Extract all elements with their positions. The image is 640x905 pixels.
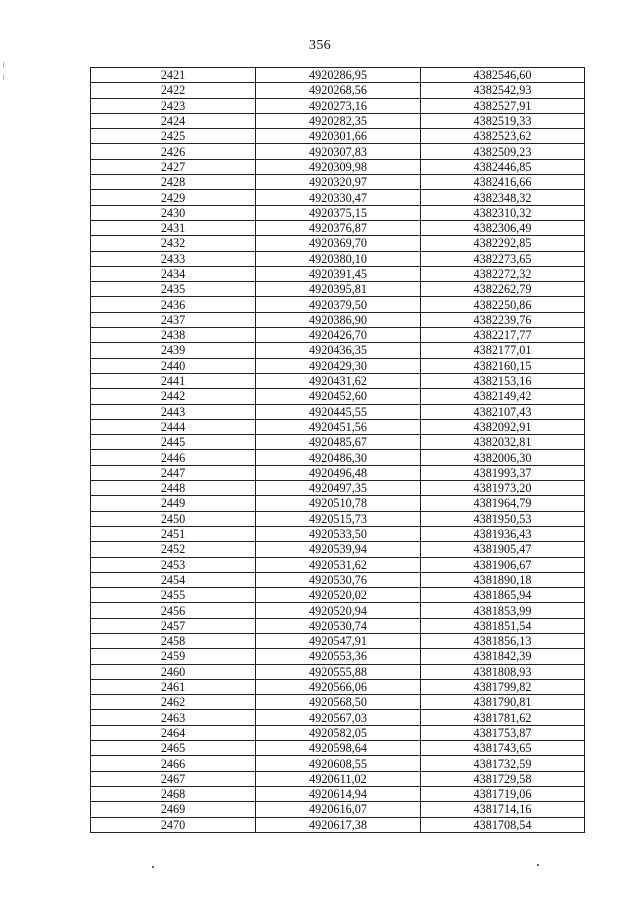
table-row — [91, 664, 585, 679]
coordinate-y-cell: 4382509,23 — [421, 144, 585, 159]
coordinate-y-cell: 4381719,06 — [421, 786, 585, 801]
point-number-cell: 2464 — [91, 725, 256, 740]
coordinate-x-cell: 4920431,62 — [256, 373, 421, 388]
coordinate-y-cell: 4382546,60 — [421, 68, 585, 83]
point-number-cell: 2434 — [91, 266, 256, 281]
coordinate-x-cell: 4920395,81 — [256, 282, 421, 297]
table-row — [91, 373, 585, 388]
table-row — [91, 603, 585, 618]
coordinate-y-cell: 4382416,66 — [421, 175, 585, 190]
table-row — [91, 297, 585, 312]
coordinate-y-cell: 4381708,54 — [421, 817, 585, 832]
coordinate-x-cell: 4920530,76 — [256, 572, 421, 587]
page-number: 356 — [309, 38, 331, 53]
coordinate-x-cell: 4920436,35 — [256, 343, 421, 358]
coordinates-table — [90, 67, 585, 833]
coordinate-x-cell: 4920286,95 — [256, 68, 421, 83]
table-row — [91, 190, 585, 205]
table-row — [91, 710, 585, 725]
point-number-cell: 2444 — [91, 419, 256, 434]
coordinate-x-cell: 4920320,97 — [256, 175, 421, 190]
table-row — [91, 633, 585, 648]
point-number-cell: 2435 — [91, 282, 256, 297]
coordinate-x-cell: 4920307,83 — [256, 144, 421, 159]
coordinate-y-cell: 4382239,76 — [421, 312, 585, 327]
table-row — [91, 435, 585, 450]
table-row — [91, 358, 585, 373]
coordinate-y-cell: 4381890,18 — [421, 572, 585, 587]
coordinate-y-cell: 4381790,81 — [421, 695, 585, 710]
coordinate-x-cell: 4920611,02 — [256, 771, 421, 786]
coordinate-y-cell: 4381732,59 — [421, 756, 585, 771]
coordinate-y-cell: 4382446,85 — [421, 159, 585, 174]
coordinate-x-cell: 4920426,70 — [256, 328, 421, 343]
point-number-cell: 2421 — [91, 68, 256, 83]
coordinate-y-cell: 4382149,42 — [421, 389, 585, 404]
coordinate-x-cell: 4920445,55 — [256, 404, 421, 419]
table-row — [91, 542, 585, 557]
coordinate-y-cell: 4382348,32 — [421, 190, 585, 205]
table-row — [91, 786, 585, 801]
coordinate-y-cell: 4382107,43 — [421, 404, 585, 419]
coordinate-y-cell: 4382306,49 — [421, 220, 585, 235]
coordinate-x-cell: 4920486,30 — [256, 450, 421, 465]
point-number-cell: 2425 — [91, 129, 256, 144]
coordinate-x-cell: 4920429,30 — [256, 358, 421, 373]
table-row — [91, 419, 585, 434]
table-row — [91, 404, 585, 419]
table-row — [91, 618, 585, 633]
point-number-cell: 2468 — [91, 786, 256, 801]
coordinate-y-cell: 4382310,32 — [421, 205, 585, 220]
coordinate-y-cell: 4382292,85 — [421, 236, 585, 251]
table-row — [91, 113, 585, 128]
table-row — [91, 496, 585, 511]
point-number-cell: 2422 — [91, 83, 256, 98]
point-number-cell: 2438 — [91, 328, 256, 343]
coordinate-x-cell: 4920452,60 — [256, 389, 421, 404]
coordinate-x-cell: 4920598,64 — [256, 741, 421, 756]
coordinate-y-cell: 4382523,62 — [421, 129, 585, 144]
point-number-cell: 2445 — [91, 435, 256, 450]
coordinate-y-cell: 4381851,54 — [421, 618, 585, 633]
coordinate-y-cell: 4381865,94 — [421, 588, 585, 603]
coordinate-y-cell: 4381853,99 — [421, 603, 585, 618]
point-number-cell: 2443 — [91, 404, 256, 419]
coordinate-x-cell: 4920391,45 — [256, 266, 421, 281]
coordinate-x-cell: 4920485,67 — [256, 435, 421, 450]
table-row — [91, 389, 585, 404]
coordinate-y-cell: 4382006,30 — [421, 450, 585, 465]
coordinate-y-cell: 4381714,16 — [421, 802, 585, 817]
table-row — [91, 266, 585, 281]
coordinate-x-cell: 4920533,50 — [256, 526, 421, 541]
point-number-cell: 2428 — [91, 175, 256, 190]
point-number-cell: 2442 — [91, 389, 256, 404]
coordinate-x-cell: 4920614,94 — [256, 786, 421, 801]
coordinates-table-body — [91, 68, 585, 833]
point-number-cell: 2460 — [91, 664, 256, 679]
coordinate-x-cell: 4920375,15 — [256, 205, 421, 220]
coordinate-y-cell: 4381973,20 — [421, 481, 585, 496]
coordinate-x-cell: 4920567,03 — [256, 710, 421, 725]
point-number-cell: 2455 — [91, 588, 256, 603]
table-row — [91, 98, 585, 113]
coordinate-y-cell: 4382092,91 — [421, 419, 585, 434]
point-number-cell: 2466 — [91, 756, 256, 771]
scan-speck — [537, 864, 539, 866]
point-number-cell: 2431 — [91, 220, 256, 235]
point-number-cell: 2429 — [91, 190, 256, 205]
table-row — [91, 572, 585, 587]
coordinate-y-cell: 4381781,62 — [421, 710, 585, 725]
point-number-cell: 2452 — [91, 542, 256, 557]
table-row — [91, 236, 585, 251]
point-number-cell: 2467 — [91, 771, 256, 786]
coordinate-x-cell: 4920547,91 — [256, 633, 421, 648]
point-number-cell: 2430 — [91, 205, 256, 220]
table-row — [91, 159, 585, 174]
table-row — [91, 649, 585, 664]
point-number-cell: 2440 — [91, 358, 256, 373]
table-row — [91, 741, 585, 756]
coordinate-y-cell: 4381964,79 — [421, 496, 585, 511]
scan-speck — [152, 866, 154, 868]
table-row — [91, 68, 585, 83]
coordinate-x-cell: 4920566,06 — [256, 679, 421, 694]
point-number-cell: 2456 — [91, 603, 256, 618]
coordinate-x-cell: 4920608,55 — [256, 756, 421, 771]
coordinate-y-cell: 4381905,47 — [421, 542, 585, 557]
coordinate-x-cell: 4920539,94 — [256, 542, 421, 557]
coordinate-x-cell: 4920301,66 — [256, 129, 421, 144]
point-number-cell: 2459 — [91, 649, 256, 664]
point-number-cell: 2453 — [91, 557, 256, 572]
coordinate-x-cell: 4920309,98 — [256, 159, 421, 174]
point-number-cell: 2439 — [91, 343, 256, 358]
coordinate-x-cell: 4920451,56 — [256, 419, 421, 434]
coordinate-x-cell: 4920616,07 — [256, 802, 421, 817]
table-row — [91, 175, 585, 190]
coordinate-y-cell: 4381856,13 — [421, 633, 585, 648]
table-row — [91, 725, 585, 740]
coordinate-x-cell: 4920496,48 — [256, 465, 421, 480]
coordinate-y-cell: 4381936,43 — [421, 526, 585, 541]
coordinate-y-cell: 4381753,87 — [421, 725, 585, 740]
point-number-cell: 2458 — [91, 633, 256, 648]
coordinate-y-cell: 4382032,81 — [421, 435, 585, 450]
table-row — [91, 220, 585, 235]
coordinate-y-cell: 4381743,65 — [421, 741, 585, 756]
coordinate-x-cell: 4920555,88 — [256, 664, 421, 679]
point-number-cell: 2450 — [91, 511, 256, 526]
table-row — [91, 328, 585, 343]
point-number-cell: 2448 — [91, 481, 256, 496]
coordinate-y-cell: 4382542,93 — [421, 83, 585, 98]
coordinate-y-cell: 4382273,65 — [421, 251, 585, 266]
point-number-cell: 2451 — [91, 526, 256, 541]
point-number-cell: 2469 — [91, 802, 256, 817]
table-row — [91, 679, 585, 694]
coordinate-x-cell: 4920553,36 — [256, 649, 421, 664]
point-number-cell: 2461 — [91, 679, 256, 694]
coordinate-x-cell: 4920617,38 — [256, 817, 421, 832]
coordinate-y-cell: 4382217,77 — [421, 328, 585, 343]
table-row — [91, 771, 585, 786]
coordinate-x-cell: 4920497,35 — [256, 481, 421, 496]
coordinate-y-cell: 4382153,16 — [421, 373, 585, 388]
point-number-cell: 2437 — [91, 312, 256, 327]
point-number-cell: 2446 — [91, 450, 256, 465]
coordinate-y-cell: 4381729,58 — [421, 771, 585, 786]
coordinate-y-cell: 4382519,33 — [421, 113, 585, 128]
point-number-cell: 2470 — [91, 817, 256, 832]
coordinate-x-cell: 4920330,47 — [256, 190, 421, 205]
coordinate-y-cell: 4382527,91 — [421, 98, 585, 113]
table-row — [91, 756, 585, 771]
table-row — [91, 251, 585, 266]
point-number-cell: 2463 — [91, 710, 256, 725]
coordinate-x-cell: 4920530,74 — [256, 618, 421, 633]
coordinate-x-cell: 4920369,70 — [256, 236, 421, 251]
coordinate-x-cell: 4920380,10 — [256, 251, 421, 266]
coordinate-y-cell: 4381906,67 — [421, 557, 585, 572]
coordinate-y-cell: 4382250,86 — [421, 297, 585, 312]
coordinate-x-cell: 4920282,35 — [256, 113, 421, 128]
point-number-cell: 2465 — [91, 741, 256, 756]
table-row — [91, 205, 585, 220]
coordinate-x-cell: 4920273,16 — [256, 98, 421, 113]
point-number-cell: 2449 — [91, 496, 256, 511]
coordinate-x-cell: 4920268,56 — [256, 83, 421, 98]
coordinate-x-cell: 4920520,94 — [256, 603, 421, 618]
table-row — [91, 695, 585, 710]
point-number-cell: 2457 — [91, 618, 256, 633]
point-number-cell: 2433 — [91, 251, 256, 266]
coordinate-y-cell: 4381808,93 — [421, 664, 585, 679]
coordinate-y-cell: 4381842,39 — [421, 649, 585, 664]
coordinate-y-cell: 4381950,53 — [421, 511, 585, 526]
table-row — [91, 526, 585, 541]
table-row — [91, 588, 585, 603]
table-row — [91, 481, 585, 496]
coordinate-y-cell: 4381799,82 — [421, 679, 585, 694]
scan-edge-mark — [3, 62, 4, 68]
table-row — [91, 817, 585, 832]
table-row — [91, 557, 585, 572]
point-number-cell: 2423 — [91, 98, 256, 113]
point-number-cell: 2441 — [91, 373, 256, 388]
table-row — [91, 144, 585, 159]
coordinate-y-cell: 4382160,15 — [421, 358, 585, 373]
table-row — [91, 282, 585, 297]
point-number-cell: 2426 — [91, 144, 256, 159]
coordinate-x-cell: 4920510,78 — [256, 496, 421, 511]
table-row — [91, 450, 585, 465]
coordinate-x-cell: 4920386,90 — [256, 312, 421, 327]
point-number-cell: 2427 — [91, 159, 256, 174]
coordinate-x-cell: 4920520,02 — [256, 588, 421, 603]
coordinate-y-cell: 4382272,32 — [421, 266, 585, 281]
point-number-cell: 2424 — [91, 113, 256, 128]
coordinate-y-cell: 4382262,79 — [421, 282, 585, 297]
point-number-cell: 2436 — [91, 297, 256, 312]
coordinate-y-cell: 4382177,01 — [421, 343, 585, 358]
coordinate-x-cell: 4920515,73 — [256, 511, 421, 526]
table-row — [91, 83, 585, 98]
coordinate-x-cell: 4920568,50 — [256, 695, 421, 710]
scan-edge-mark — [3, 74, 4, 80]
point-number-cell: 2454 — [91, 572, 256, 587]
table-row — [91, 129, 585, 144]
coordinate-x-cell: 4920376,87 — [256, 220, 421, 235]
table-row — [91, 511, 585, 526]
coordinate-y-cell: 4381993,37 — [421, 465, 585, 480]
point-number-cell: 2462 — [91, 695, 256, 710]
coordinate-x-cell: 4920531,62 — [256, 557, 421, 572]
table-row — [91, 802, 585, 817]
table-row — [91, 343, 585, 358]
coordinate-x-cell: 4920582,05 — [256, 725, 421, 740]
table-row — [91, 312, 585, 327]
point-number-cell: 2447 — [91, 465, 256, 480]
table-row — [91, 465, 585, 480]
coordinate-x-cell: 4920379,50 — [256, 297, 421, 312]
point-number-cell: 2432 — [91, 236, 256, 251]
